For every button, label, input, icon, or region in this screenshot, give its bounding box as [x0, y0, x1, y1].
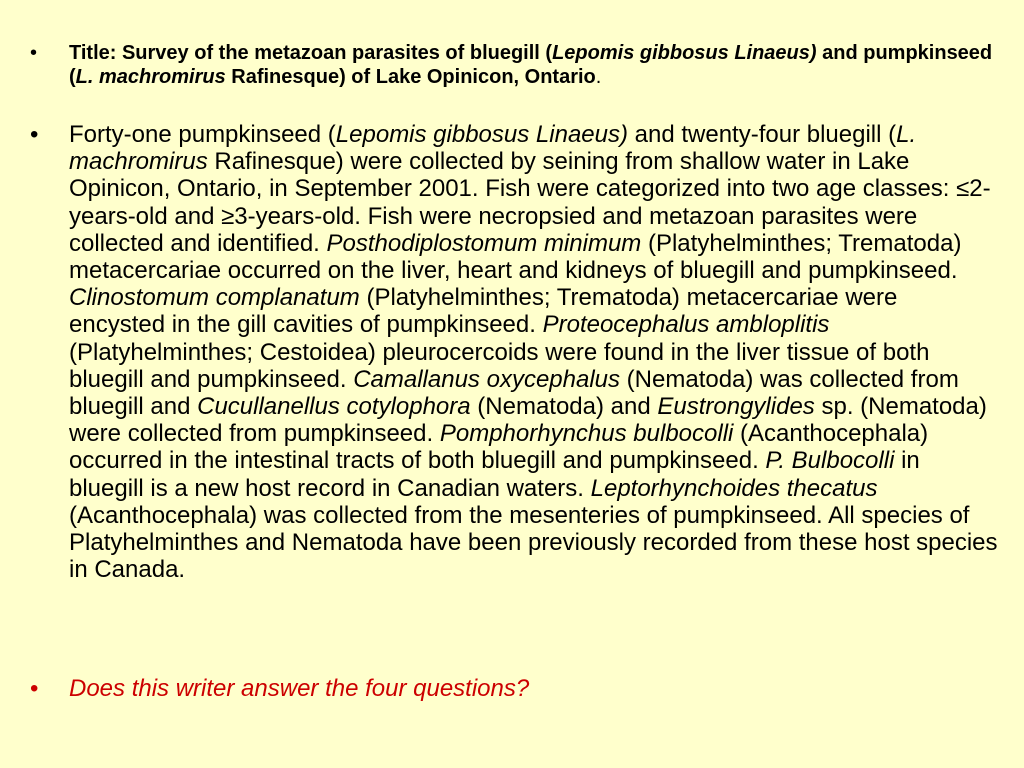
- species-name: L. machromirus: [69, 121, 917, 176]
- title-period: .: [595, 66, 602, 88]
- bullet-icon: •: [30, 121, 39, 148]
- species-name: Proteocephalus ambloplitis: [542, 311, 830, 339]
- bullet-icon: •: [30, 675, 39, 702]
- title-paragraph: [69, 41, 999, 89]
- species-name: Eustrongylides: [657, 393, 815, 421]
- species-name: Clinostomum complanatum: [69, 284, 360, 312]
- abstract-text: and twenty-four bluegill (: [627, 121, 897, 148]
- title-species-2: L. machromirus: [75, 66, 226, 88]
- abstract-text: Forty-one pumpkinseed (: [69, 121, 336, 148]
- title-prefix: Title: Survey of the metazoan parasites of bluegill (: [69, 42, 553, 64]
- abstract-paragraph: [69, 121, 999, 583]
- bullet-icon: •: [30, 42, 38, 64]
- abstract-text: (Platyhelminthes; Trematoda) metacercariae occurred on the liver, heart and kidneys of bluegill and pumpkinseed.: [69, 229, 962, 285]
- abstract-text: Rafinesque) were collected by seining from shallow water in Lake Opinicon, Ontario, in September 2001. Fish were categorized into two age classes: ≤2-years-old and ≥3-years-old. Fish were necropsied and metazoan parasites were collected and identified.: [69, 148, 991, 257]
- title-species-1: Lepomis gibbosus Linaeus): [552, 42, 817, 64]
- species-name: Camallanus oxycephalus: [353, 365, 621, 393]
- abstract-text: (Platyhelminthes; Cestoidea) pleurocercoids were found in the liver tissue of both bluegill and pumpkinseed.: [69, 338, 930, 393]
- species-name: Cucullanellus cotylophora: [197, 393, 471, 421]
- question-text: Does this writer answer the four questions?: [69, 675, 530, 702]
- species-name: Lepomis gibbosus Linaeus): [335, 121, 628, 148]
- abstract-text: in bluegill is a new host record in Canadian waters.: [69, 447, 920, 502]
- abstract-text: sp. (Nematoda) were collected from pumpkinseed.: [69, 393, 987, 448]
- abstract-text: (Acanthocephala) was collected from the mesenteries of pumpkinseed. All species of Platyhelminthes and Nematoda have been previously recorded from these host species in Canada.: [69, 501, 998, 584]
- species-name: P. Bulbocolli: [765, 447, 895, 475]
- abstract-text: (Platyhelminthes; Trematoda) metacercariae were encysted in the gill cavities of pumpkinseed.: [69, 284, 898, 339]
- abstract-text: (Nematoda) and: [470, 393, 658, 421]
- title-suffix: Rafinesque) of Lake Opinicon, Ontario: [225, 66, 596, 88]
- species-name: Posthodiplostomum minimum: [326, 229, 642, 257]
- species-name: Pomphorhynchus bulbocolli: [439, 420, 734, 448]
- abstract-text: (Nematoda) was collected from bluegill and: [69, 365, 959, 421]
- title-mid: and pumpkinseed (: [69, 42, 993, 88]
- species-name: Leptorhynchoides thecatus: [590, 474, 878, 502]
- abstract-text: (Acanthocephala) occurred in the intestinal tracts of both bluegill and pumpkinseed.: [69, 420, 929, 475]
